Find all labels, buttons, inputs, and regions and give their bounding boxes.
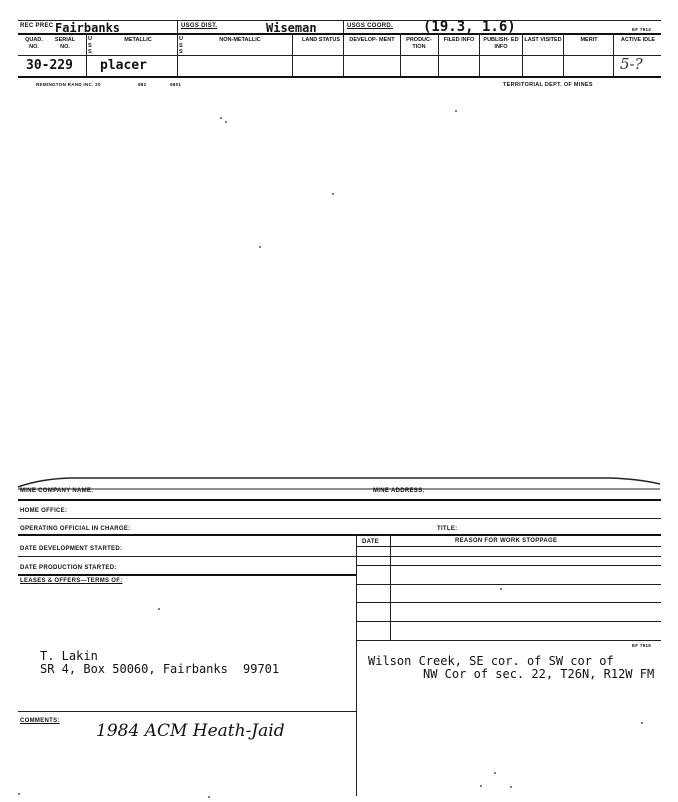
rec-prec-value: Fairbanks bbox=[55, 21, 121, 35]
published-info-header: PUBLISH- ED INFO bbox=[483, 37, 519, 50]
printer-code-2: 5801 bbox=[170, 82, 182, 87]
owner-zip: 99701 bbox=[243, 662, 280, 676]
home-office-label: HOME OFFICE: bbox=[20, 508, 68, 514]
non-metallic-header: NON-METALLIC bbox=[219, 37, 261, 43]
merit-header: MERIT bbox=[580, 37, 598, 43]
quad-serial-value: 30-229 bbox=[26, 58, 73, 73]
bottom-form-number: EF 7915 bbox=[632, 643, 652, 648]
usgs-coord-value: (19.3, 1.6) bbox=[423, 19, 516, 35]
printer-mark: REMINGTON RAND INC. 20 bbox=[36, 82, 101, 87]
location-line-1: Wilson Creek, SE cor. of SW cor of bbox=[368, 654, 614, 668]
active-idle-mark: 5-? bbox=[620, 55, 643, 73]
development-header: DEVELOP- MENT bbox=[349, 37, 395, 43]
mine-address-label: MINE ADDRESS: bbox=[373, 488, 425, 494]
last-visited-header: LAST VISITED bbox=[524, 37, 562, 43]
date-development-label: DATE DEVELOPMENT STARTED: bbox=[20, 546, 123, 552]
reason-column-header: REASON FOR WORK STOPPAGE bbox=[455, 538, 558, 544]
comments-handwritten: 1984 ACM Heath-Jaid bbox=[96, 721, 285, 741]
active-idle-header: ACTIVE IDLE bbox=[620, 37, 656, 43]
rec-prec-label: REC PREC bbox=[20, 23, 54, 29]
leases-offers-label: LEASES & OFFERS—TERMS OF: bbox=[20, 578, 123, 584]
metallic-header: METALLIC bbox=[124, 37, 152, 43]
dept-name: TERRITORIAL DEPT. OF MINES bbox=[503, 82, 593, 88]
form-number: EF 7914 bbox=[632, 27, 652, 32]
date-column-header: DATE bbox=[362, 539, 380, 545]
mine-company-name-label: MINE COMPANY NAME: bbox=[20, 488, 94, 494]
filed-info-header: FILED INFO bbox=[443, 37, 475, 43]
serial-no-header: SERIAL NO. bbox=[54, 37, 76, 50]
location-line-2: NW Cor of sec. 22, T26N, R12W FM bbox=[423, 667, 655, 681]
comments-label: COMMENTS: bbox=[20, 718, 60, 724]
uss-header-1: U S S bbox=[88, 36, 92, 55]
usgs-coord-label: USGS COORD. bbox=[347, 23, 393, 29]
usgs-dist-value: Wiseman bbox=[266, 21, 317, 35]
quad-no-header: QUAD. NO. bbox=[25, 37, 43, 50]
card-tab-edge bbox=[0, 470, 678, 490]
owner-address: SR 4, Box 50060, Fairbanks bbox=[40, 662, 228, 676]
printer-code-1: 882 bbox=[138, 82, 147, 87]
title-label: TITLE: bbox=[437, 526, 458, 532]
production-header: PRODUC- TION bbox=[406, 37, 432, 50]
usgs-dist-label: USGS DIST. bbox=[181, 23, 218, 29]
operating-official-label: OPERATING OFFICIAL IN CHARGE: bbox=[20, 526, 131, 532]
land-status-header: LAND STATUS bbox=[302, 37, 340, 43]
uss-header-2: U S S bbox=[179, 36, 183, 55]
owner-name: T. Lakin bbox=[40, 649, 98, 663]
metallic-value: placer bbox=[100, 58, 147, 73]
date-production-label: DATE PRODUCTION STARTED: bbox=[20, 565, 117, 571]
